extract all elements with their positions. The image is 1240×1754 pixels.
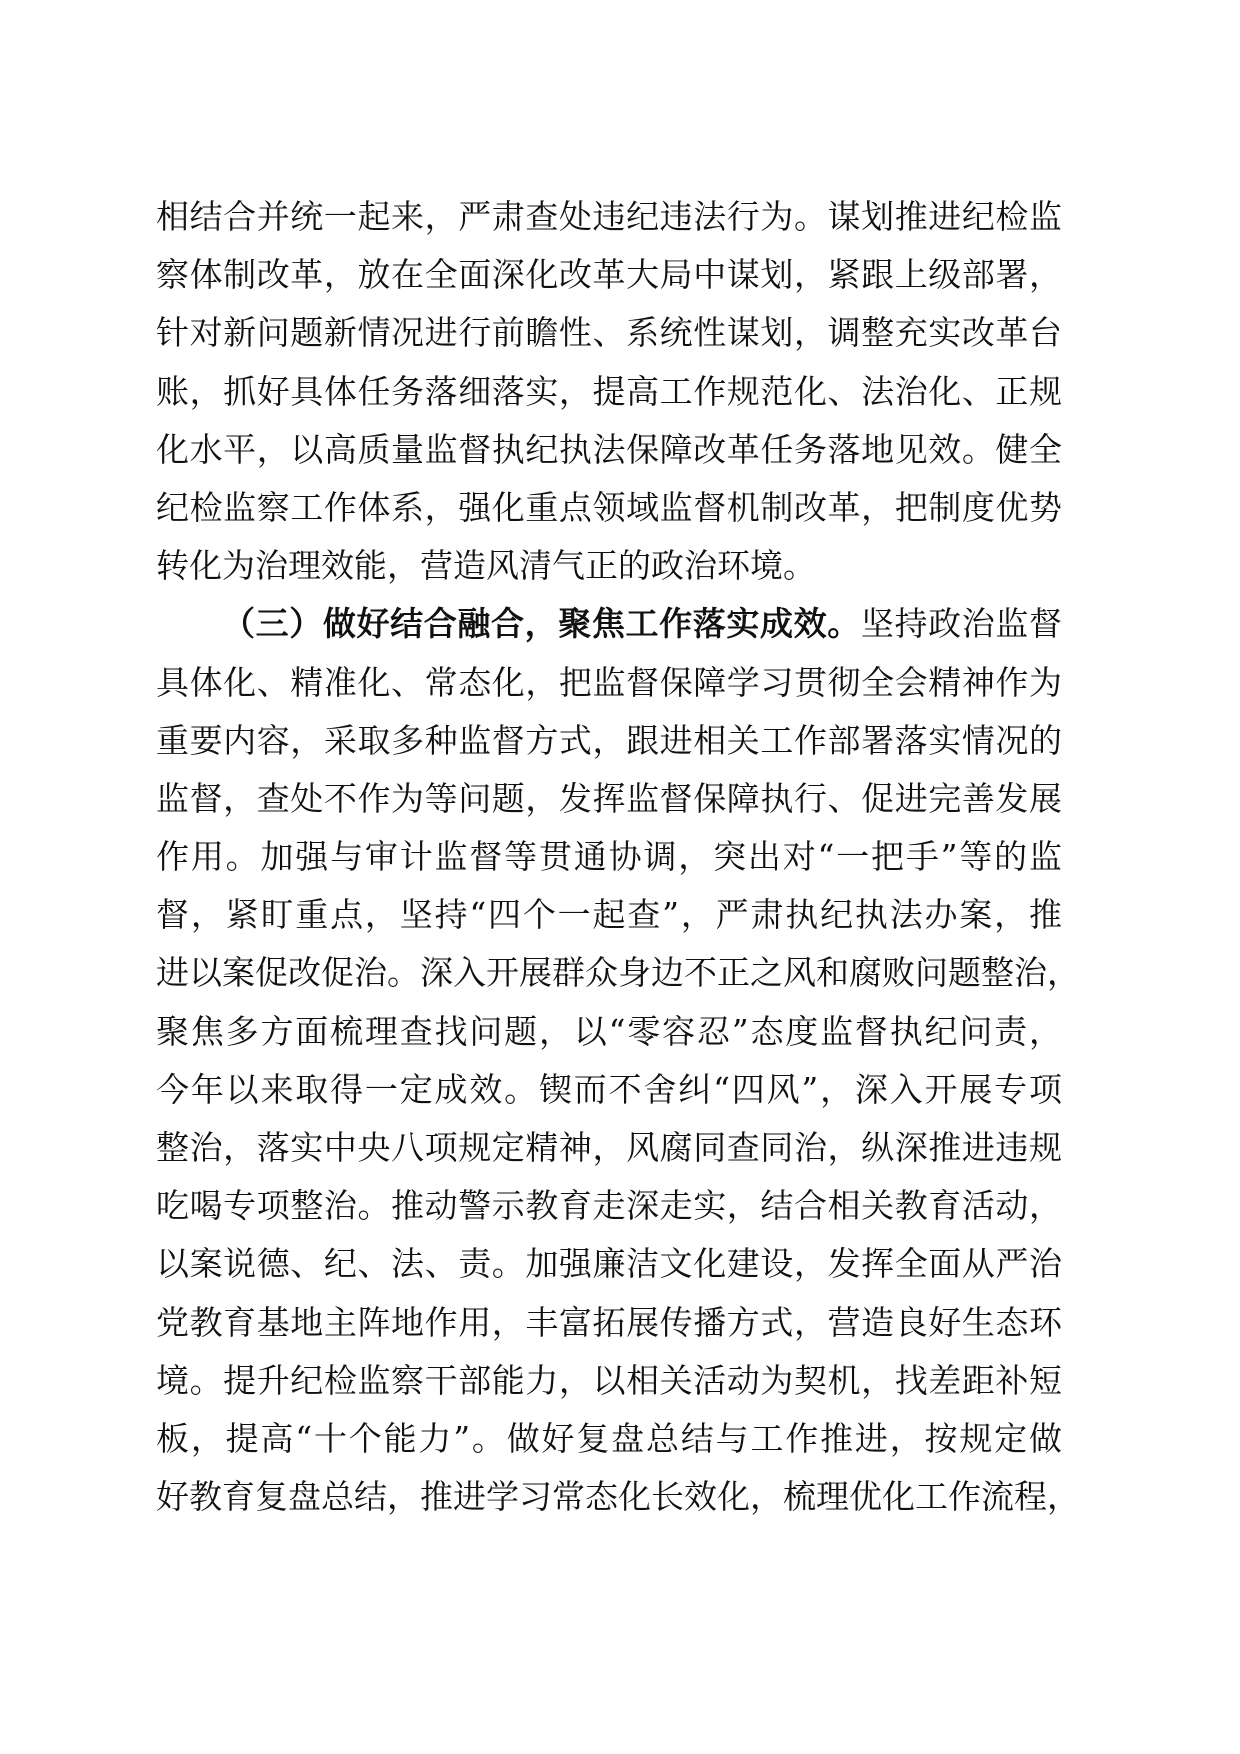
text-line: 作用。加强与审计监督等贯通协调，突出对“一把手”等的监 xyxy=(156,837,1062,877)
text-line: 境。提升纪检监察干部能力，以相关活动为契机，找差距补短 xyxy=(156,1360,1062,1400)
text-line: 化水平，以高质量监督执纪执法保障改革任务落地见效。健全 xyxy=(156,429,1062,469)
text-line: 相结合并统一起来，严肃查处违纪违法行为。谋划推进纪检监 xyxy=(156,197,1062,236)
text-line: 针对新问题新情况进行前瞻性、系统性谋划，调整充实改革台 xyxy=(156,313,1062,353)
text-line: 纪检监察工作体系，强化重点领域监督机制改革，把制度优势 xyxy=(156,487,1062,527)
text-line: 聚焦多方面梳理查找问题，以“零容忍”态度监督执纪问责， xyxy=(156,1011,1062,1051)
text-line: 板，提高“十个能力”。做好复盘总结与工作推进，按规定做 xyxy=(156,1418,1062,1458)
text-line: 察体制改革，放在全面深化改革大局中谋划，紧跟上级部署， xyxy=(156,255,1062,295)
heading-line xyxy=(156,595,1062,653)
paragraph-1 xyxy=(156,188,1062,595)
text-line: 督，紧盯重点，坚持“四个一起查”，严肃执纪执法办案，推 xyxy=(156,895,1062,935)
text-line: 具体化、精准化、常态化，把监督保障学习贯彻全会精神作为 xyxy=(156,662,1062,702)
text-line: 以案说德、纪、法、责。加强廉洁文化建设，发挥全面从严治 xyxy=(156,1244,1062,1284)
section-heading: （三）做好结合融合，聚焦工作落实成效。 xyxy=(222,604,861,644)
text-line: 监督，查处不作为等问题，发挥监督保障执行、促进完善发展 xyxy=(156,778,1062,818)
text-line: 今年以来取得一定成效。锲而不舍纠“四风”，深入开展专项 xyxy=(156,1069,1062,1109)
text-line: 重要内容，采取多种监督方式，跟进相关工作部署落实情况的 xyxy=(156,720,1062,760)
text-line: 吃喝专项整治。推动警示教育走深走实，结合相关教育活动， xyxy=(156,1186,1062,1226)
paragraph-2 xyxy=(156,595,1080,1526)
document-body xyxy=(156,188,1080,1526)
heading-line-rest: 坚持政治监督 xyxy=(860,604,1062,644)
text-line: 整治，落实中央八项规定精神，风腐同查同治，纵深推进违规 xyxy=(156,1128,1062,1167)
text-line: 好教育复盘总结，推进学习常态化长效化，梳理优化工作流程， xyxy=(156,1477,1080,1517)
text-line: 转化为治理效能，营造风清气正的政治环境。 xyxy=(156,546,816,586)
text-line: 账，抓好具体任务落细落实，提高工作规范化、法治化、正规 xyxy=(156,371,1062,411)
text-line: 进以案促改促治。深入开展群众身边不正之风和腐败问题整治， xyxy=(156,953,1080,993)
text-line: 党教育基地主阵地作用，丰富拓展传播方式，营造良好生态环 xyxy=(156,1302,1062,1342)
